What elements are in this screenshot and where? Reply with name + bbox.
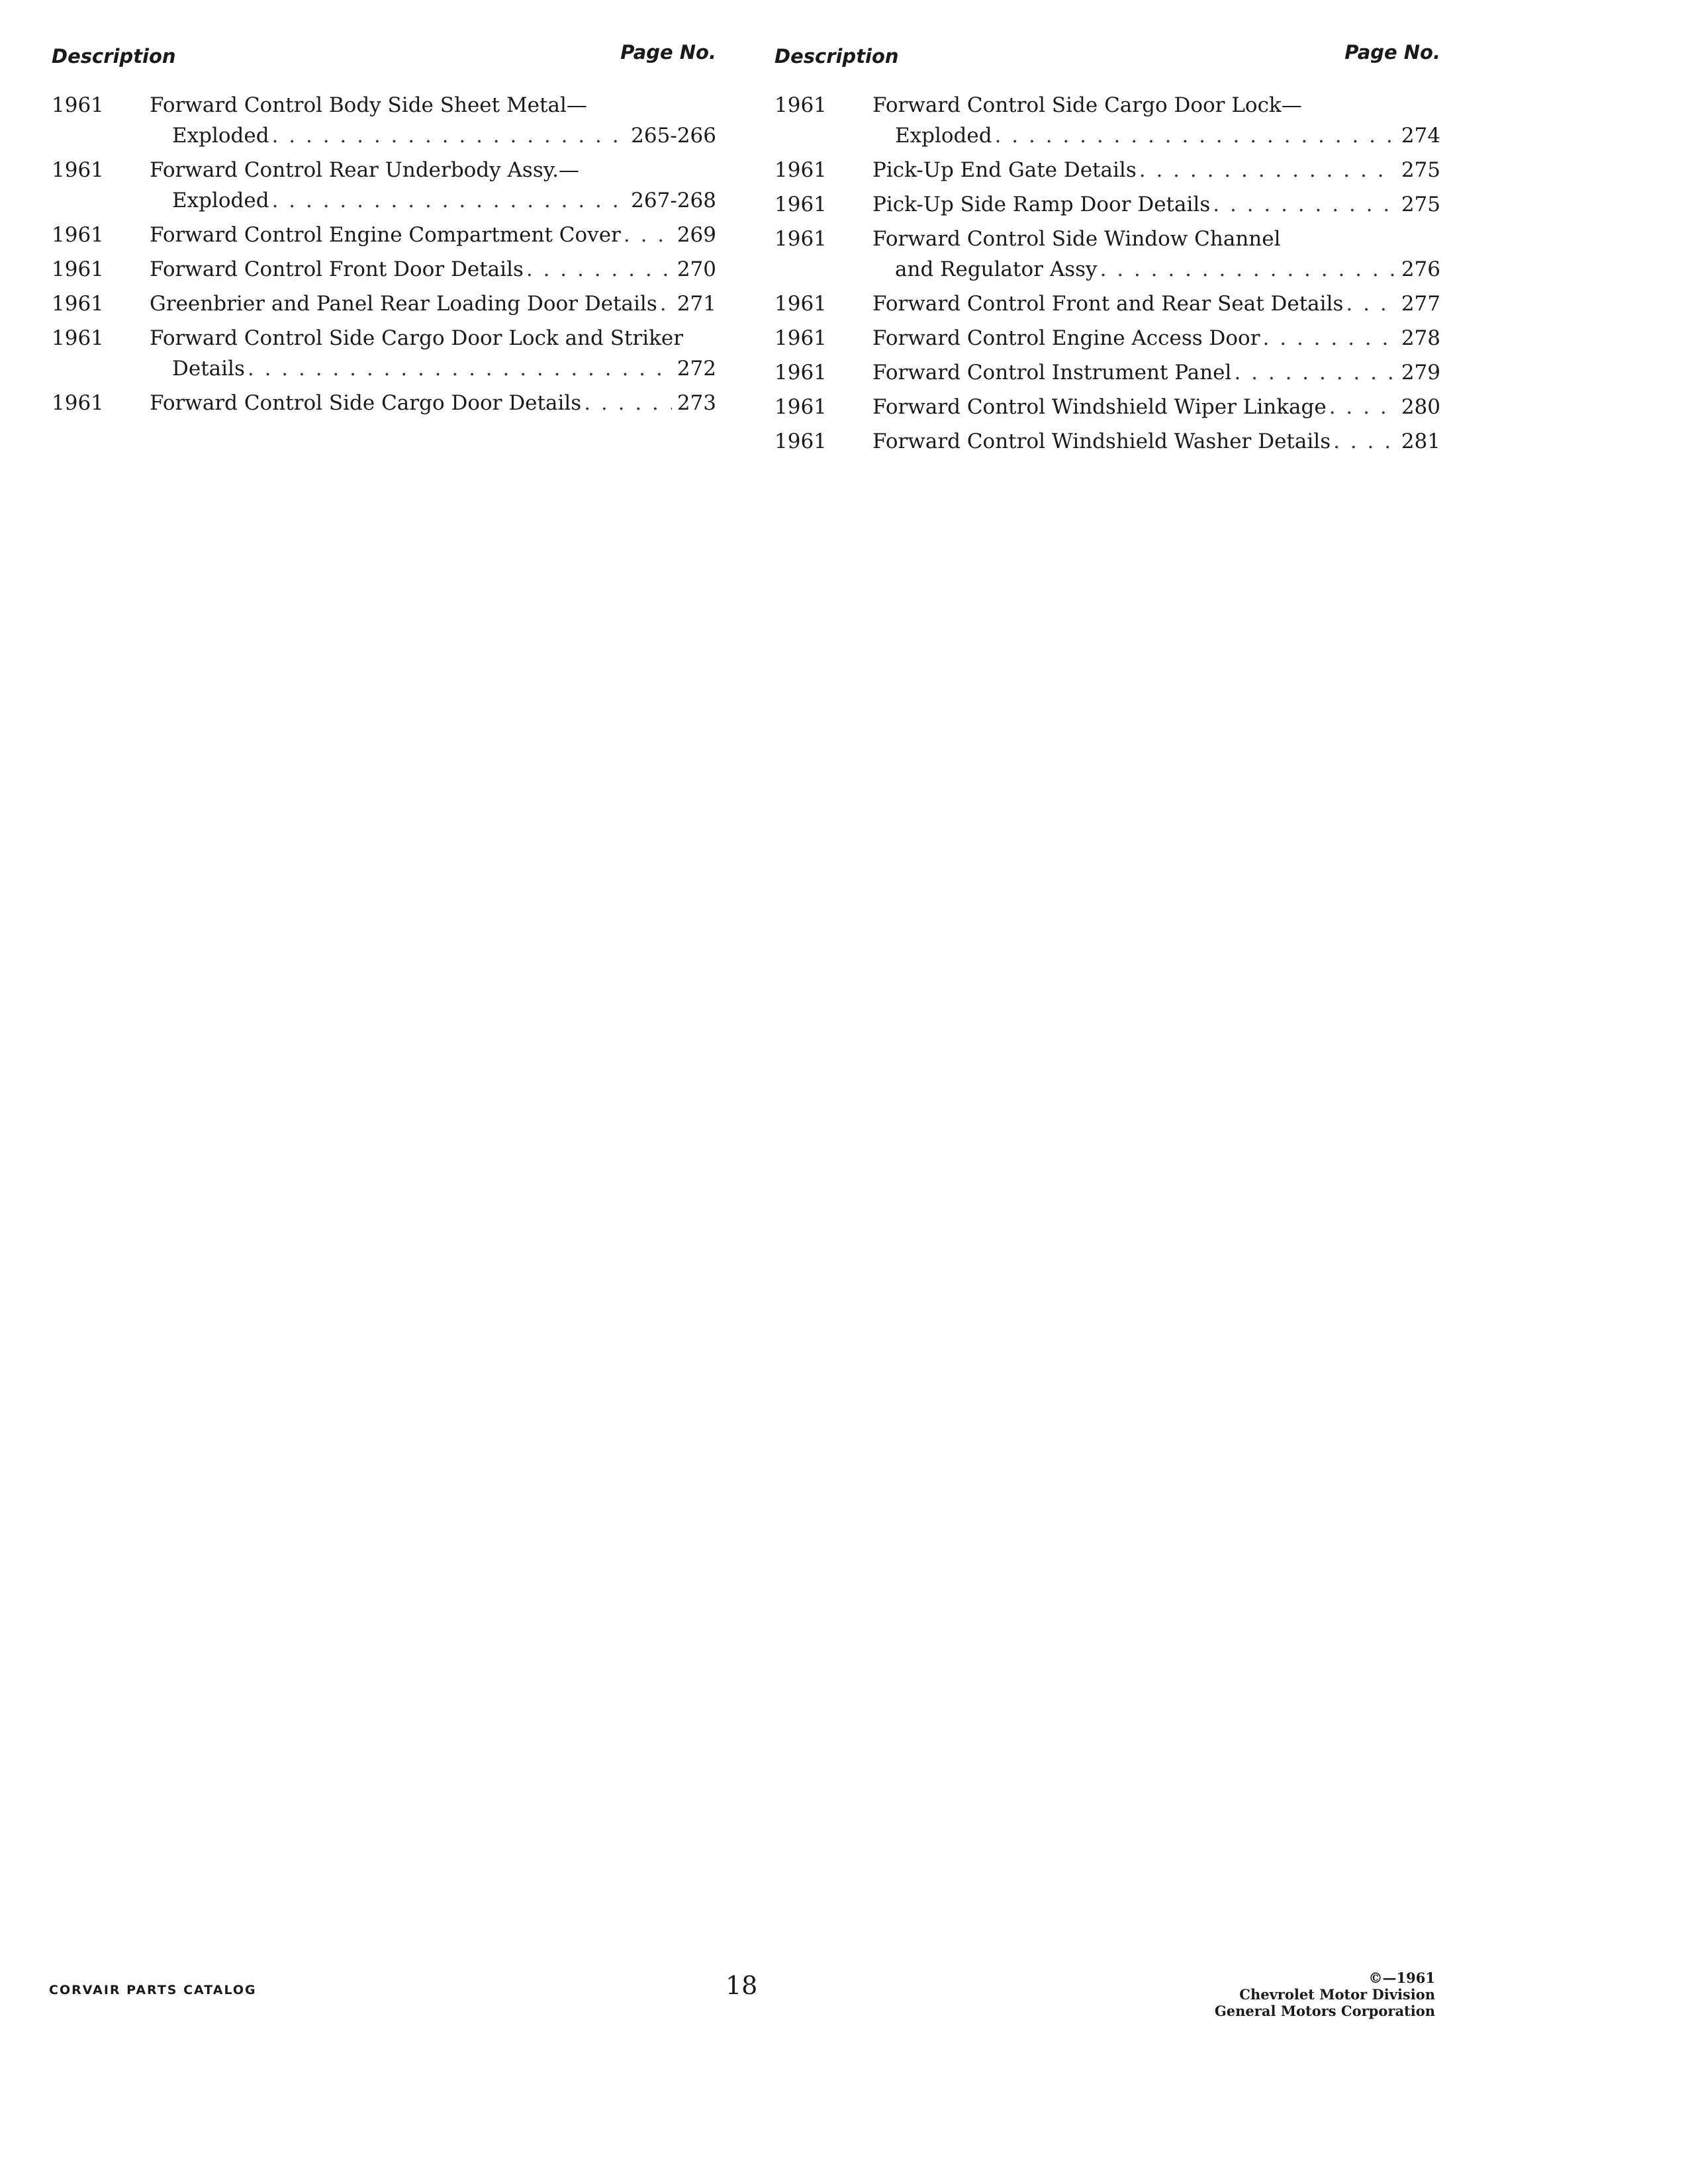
entry-year: 1961 (52, 93, 104, 117)
index-column-left (52, 40, 716, 422)
entry-year: 1961 (774, 227, 827, 251)
entry-page-number: 276 (1401, 257, 1440, 281)
dot-leader (1329, 392, 1396, 422)
dot-leader (1234, 357, 1395, 388)
entry-line (872, 254, 1440, 285)
entry-line (872, 120, 1440, 151)
dot-leader (584, 388, 672, 418)
entry-page-number: 269 (677, 223, 716, 247)
entry-year: 1961 (774, 93, 827, 117)
page-no-heading: Page No. (620, 41, 716, 64)
dot-leader (995, 120, 1396, 151)
index-entry (52, 388, 716, 418)
entry-page-number: 274 (1401, 124, 1440, 148)
catalog-title: CORVAIR PARTS CATALOG (49, 1983, 257, 1997)
entry-description: Forward Control Windshield Wiper Linkage (872, 395, 1327, 419)
entry-description: Forward Control Front Door Details (150, 257, 524, 281)
index-entry (52, 254, 716, 285)
column-header (774, 40, 1440, 73)
index-entries (774, 90, 1440, 457)
entry-page-number: 275 (1401, 158, 1440, 182)
dot-leader (1100, 254, 1396, 285)
copyright-block (1215, 1970, 1435, 2019)
index-entry (774, 426, 1440, 457)
entry-description: Forward Control Engine Access Door (872, 326, 1260, 350)
dot-leader (1263, 323, 1396, 353)
dot-leader (526, 254, 672, 285)
entry-line (150, 90, 716, 120)
entry-description: Forward Control Side Cargo Door Details (150, 391, 582, 415)
index-entry (774, 224, 1440, 285)
entry-line (150, 323, 716, 353)
entry-page-number: 272 (677, 357, 716, 381)
copyright-year: ©—1961 (1368, 1970, 1435, 1986)
page-number: 18 (726, 1971, 758, 2000)
description-heading: Description (52, 45, 176, 68)
entry-description: Forward Control Instrument Panel (872, 361, 1232, 385)
entry-page-number: 267-268 (631, 189, 716, 212)
dot-leader (272, 120, 626, 151)
entry-year: 1961 (52, 158, 104, 182)
entry-year: 1961 (774, 292, 827, 316)
division-name: Chevrolet Motor Division (1239, 1986, 1435, 2003)
description-heading: Description (774, 45, 899, 68)
dot-leader (1213, 189, 1396, 220)
dot-leader (624, 220, 672, 250)
dot-leader (1333, 426, 1396, 457)
entry-year: 1961 (774, 193, 827, 216)
entry-line (150, 388, 716, 418)
index-entry (52, 220, 716, 250)
entry-year: 1961 (774, 395, 827, 419)
entry-line (150, 289, 716, 319)
entry-line (150, 220, 716, 250)
dot-leader (272, 185, 626, 216)
index-entry (774, 155, 1440, 185)
entry-description: Exploded (895, 124, 992, 148)
index-entry (774, 289, 1440, 319)
index-entry (52, 323, 716, 384)
index-entry (774, 323, 1440, 353)
index-entry (774, 90, 1440, 151)
index-entry (774, 392, 1440, 422)
entry-page-number: 280 (1401, 395, 1440, 419)
entry-line (872, 189, 1440, 220)
index-column-right (774, 40, 1440, 461)
entry-page-number: 275 (1401, 193, 1440, 216)
entry-description: Greenbrier and Panel Rear Loading Door Details (150, 292, 657, 316)
entry-year: 1961 (774, 361, 827, 385)
entry-line (150, 353, 716, 384)
entry-line (872, 357, 1440, 388)
dot-leader (1346, 289, 1395, 319)
entry-description: and Regulator Assy (895, 257, 1098, 281)
entry-description: Exploded (172, 189, 269, 212)
entry-line (872, 289, 1440, 319)
entry-description: Forward Control Side Window Channel (872, 227, 1281, 251)
entry-description: Details (172, 357, 245, 381)
entry-page-number: 279 (1401, 361, 1440, 385)
entry-line (872, 426, 1440, 457)
entry-description: Forward Control Body Side Sheet Metal— (150, 93, 587, 117)
entry-page-number: 270 (677, 257, 716, 281)
entry-page-number: 277 (1401, 292, 1440, 316)
column-header (52, 40, 716, 73)
entry-year: 1961 (774, 326, 827, 350)
dot-leader (1139, 155, 1396, 185)
entry-year: 1961 (52, 391, 104, 415)
entry-page-number: 281 (1401, 430, 1440, 453)
entry-page-number: 271 (677, 292, 716, 316)
entry-description: Exploded (172, 124, 269, 148)
entry-page-number: 265-266 (631, 124, 716, 148)
entry-description: Forward Control Side Cargo Door Lock and Striker (150, 326, 684, 350)
entry-page-number: 273 (677, 391, 716, 415)
dot-leader (660, 289, 672, 319)
entry-line (150, 185, 716, 216)
entry-year: 1961 (52, 223, 104, 247)
corporation-name: General Motors Corporation (1214, 2003, 1435, 2019)
entry-year: 1961 (774, 430, 827, 453)
entry-description: Forward Control Front and Rear Seat Details (872, 292, 1344, 316)
entry-line (872, 90, 1440, 120)
index-entry (774, 357, 1440, 388)
entry-description: Pick-Up Side Ramp Door Details (872, 193, 1211, 216)
dot-leader (248, 353, 672, 384)
entry-line (872, 155, 1440, 185)
index-entry (52, 289, 716, 319)
entry-year: 1961 (52, 292, 104, 316)
index-entry (52, 90, 716, 151)
entry-year: 1961 (52, 257, 104, 281)
entry-page-number: 278 (1401, 326, 1440, 350)
entry-line (872, 224, 1440, 254)
entry-line (150, 254, 716, 285)
entry-year: 1961 (774, 158, 827, 182)
entry-line (872, 392, 1440, 422)
entry-year: 1961 (52, 326, 104, 350)
entry-line (150, 155, 716, 185)
entry-description: Forward Control Engine Compartment Cover (150, 223, 621, 247)
entry-line (150, 120, 716, 151)
index-entries (52, 90, 716, 418)
entry-description: Forward Control Rear Underbody Assy.— (150, 158, 580, 182)
entry-description: Pick-Up End Gate Details (872, 158, 1137, 182)
entry-description: Forward Control Side Cargo Door Lock— (872, 93, 1302, 117)
index-entry (52, 155, 716, 216)
page-no-heading: Page No. (1344, 41, 1440, 64)
index-entry (774, 189, 1440, 220)
entry-description: Forward Control Windshield Washer Details (872, 430, 1331, 453)
entry-line (872, 323, 1440, 353)
